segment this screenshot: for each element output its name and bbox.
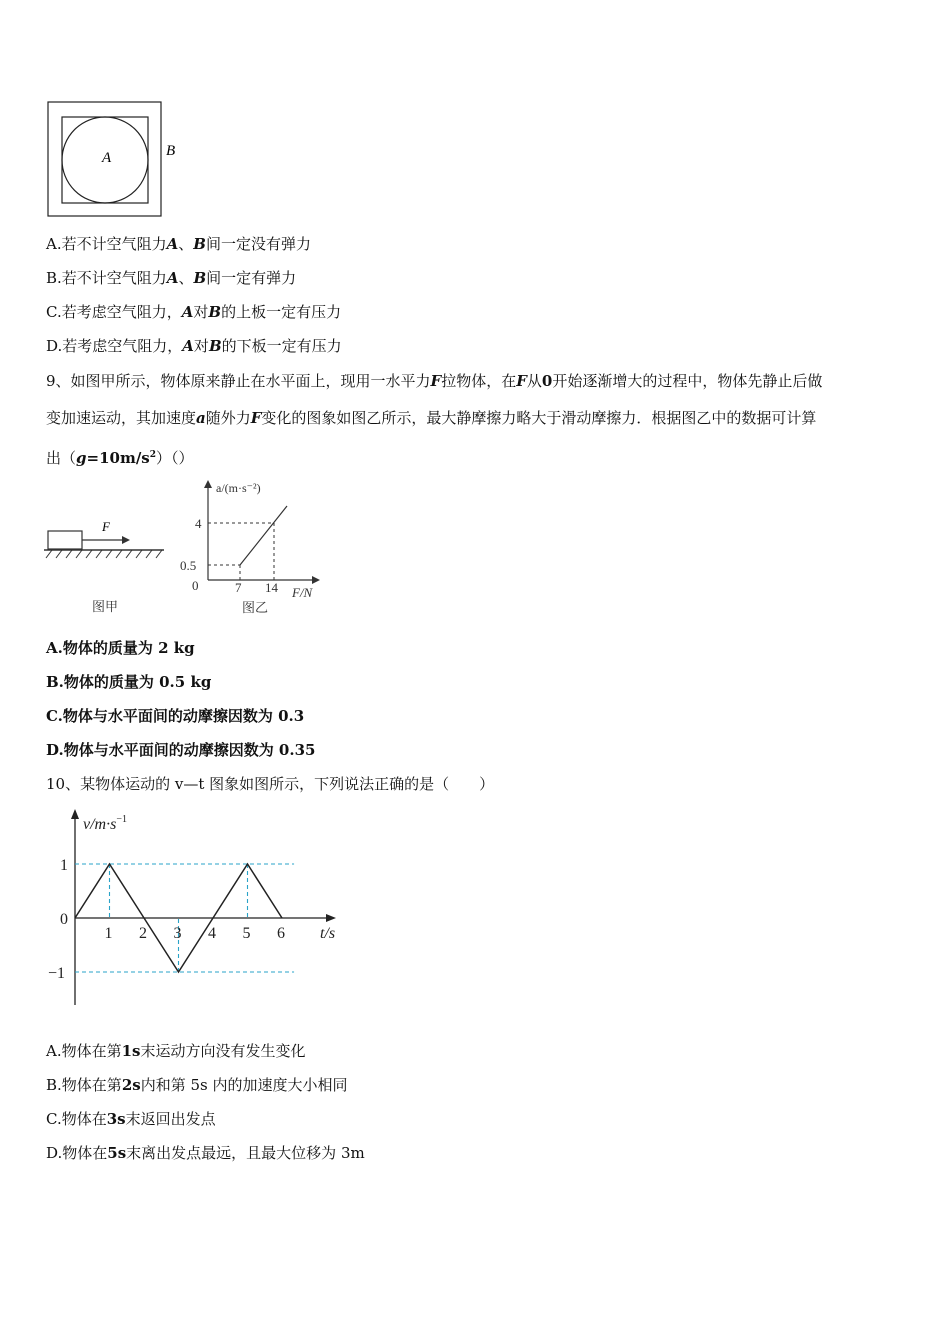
x-axis-arrow-icon bbox=[312, 576, 320, 584]
x-tick-label: 1 bbox=[104, 925, 113, 942]
q9-stem-line2: 变加速运动，其加速度a随外力F变化的图象如图乙所示，最大静摩擦力略大于滑动摩擦力．根据图乙中的数据可计算 bbox=[46, 409, 817, 427]
figure-yi bbox=[176, 478, 332, 620]
q10-option-a: A.物体在第1s末运动方向没有发生变化 bbox=[46, 1042, 306, 1060]
x-tick-7: 7 bbox=[235, 580, 242, 595]
y-tick-label: 0 bbox=[60, 911, 68, 928]
q10-stem: 10、某物体运动的 v—t 图象如图所示，下列说法正确的是（ ） bbox=[46, 775, 495, 793]
v-axis-label-text: v/m·s bbox=[83, 816, 117, 833]
y-tick-label: 1 bbox=[60, 857, 68, 874]
q10-option-b: B.物体在第2s内和第 5s 内的加速度大小相同 bbox=[46, 1076, 348, 1094]
ground-hatch bbox=[46, 550, 162, 558]
x-tick-label: 6 bbox=[277, 925, 285, 942]
v-axis-label bbox=[83, 814, 127, 833]
caption-jia: 图甲 bbox=[92, 599, 119, 614]
x-tick-label: 4 bbox=[208, 925, 216, 942]
label-b: B bbox=[166, 143, 176, 159]
q10-option-d: D.物体在5s末离出发点最远，且最大位移为 3m bbox=[46, 1144, 365, 1162]
block bbox=[48, 531, 82, 549]
q8-option-b: B.若不计空气阻力A、B间一定有弹力 bbox=[46, 269, 297, 287]
vt-graph bbox=[40, 805, 350, 1010]
q8-option-c: C.若考虑空气阻力，A对B的上板一定有压力 bbox=[46, 303, 342, 321]
caption-yi: 图乙 bbox=[242, 600, 269, 615]
q10-option-c: C.物体在3s末返回出发点 bbox=[46, 1110, 216, 1128]
y-tick-label: −1 bbox=[48, 965, 66, 982]
label-a: A bbox=[102, 150, 112, 166]
q9-option-c: C.物体与水平面间的动摩擦因数为 0.3 bbox=[46, 707, 305, 725]
force-label: F bbox=[102, 519, 110, 534]
x-tick-label: 5 bbox=[242, 925, 251, 942]
q9-stem-line3: 出$(g=10m/s^2)()$ bbox=[46, 449, 194, 467]
x-tick-label: 3 bbox=[173, 925, 182, 942]
v-axis-arrow-icon bbox=[71, 809, 79, 819]
origin-label: 0 bbox=[192, 578, 199, 593]
t-axis-arrow-icon bbox=[326, 914, 336, 922]
x-tick-14: 14 bbox=[265, 580, 278, 595]
x-axis-label: F/N bbox=[292, 585, 313, 600]
q9-option-b: B.物体的质量为 0.5 kg bbox=[46, 673, 212, 691]
figure-jia bbox=[44, 510, 169, 618]
t-axis-label: t/s bbox=[320, 925, 336, 942]
figure-ab bbox=[40, 95, 200, 223]
q8-option-a: A.若不计空气阻力A、B间一定没有弹力 bbox=[46, 235, 311, 253]
y-tick-4: 4 bbox=[195, 516, 202, 531]
q8-option-d: D.若考虑空气阻力，A对B的下板一定有压力 bbox=[46, 337, 342, 355]
q9-option-d: D.物体与水平面间的动摩擦因数为 0.35 bbox=[46, 741, 316, 759]
y-axis-label: a/(m·s⁻²) bbox=[216, 481, 261, 495]
y-axis-arrow-icon bbox=[204, 480, 212, 488]
y-tick-05: 0.5 bbox=[180, 558, 197, 573]
arrow-head-icon bbox=[122, 536, 130, 544]
q9-stem-line1: 9、如图甲所示，物体原来静止在水平面上，现用一水平力F拉物体，在F从0开始逐渐增大的过程中，物体先静止后做 bbox=[46, 372, 823, 390]
q9-option-a: A.物体的质量为 2 kg bbox=[46, 639, 195, 657]
v-axis-label-sup: −1 bbox=[116, 814, 127, 825]
a-f-line bbox=[240, 506, 287, 565]
x-tick-label: 2 bbox=[139, 925, 147, 942]
